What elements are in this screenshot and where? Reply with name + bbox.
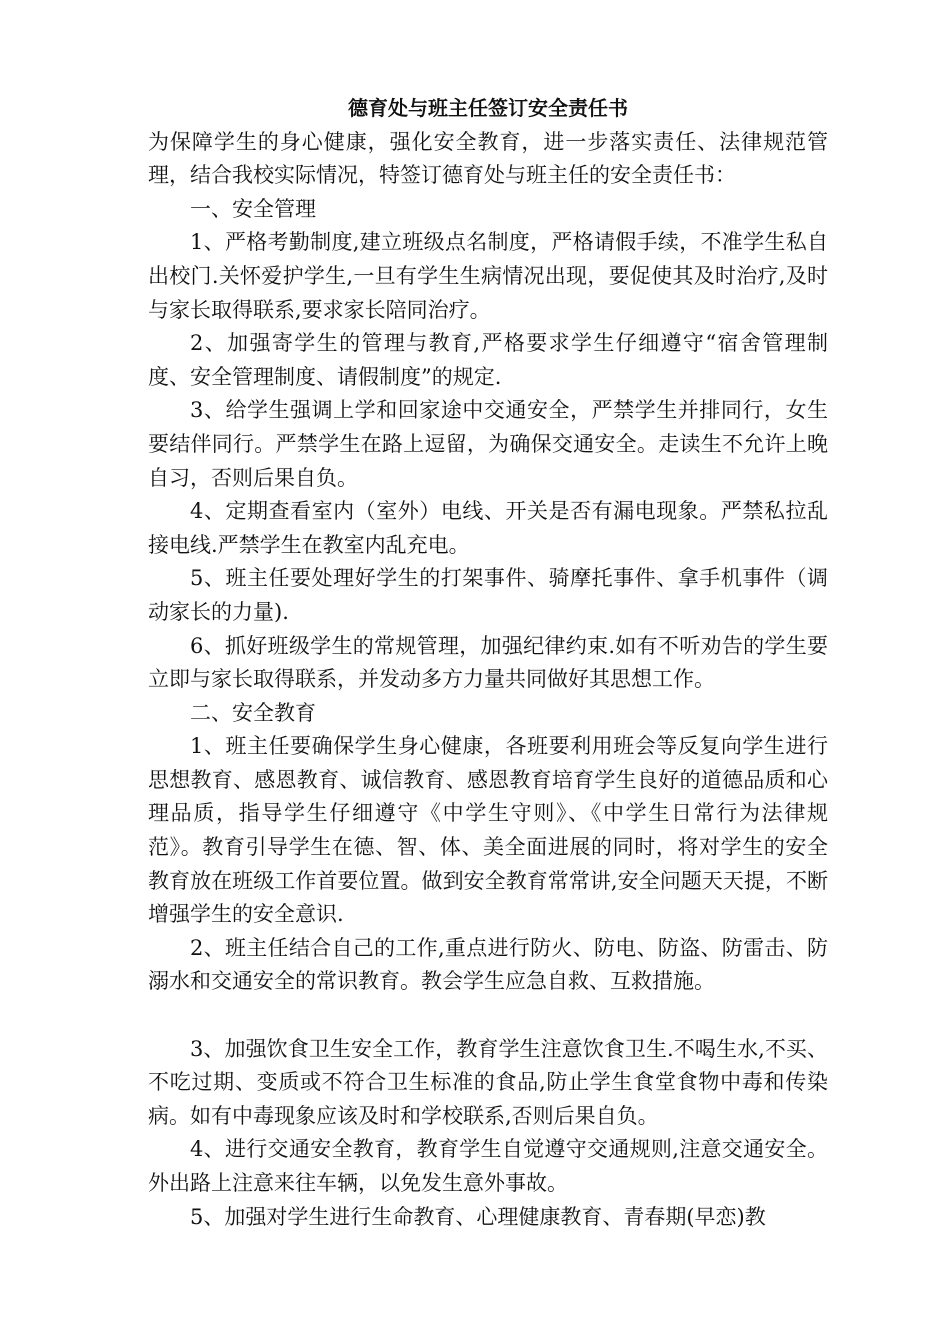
safety-management-item-6: 6、抓好班级学生的常规管理，加强纪律约束.如有不听劝告的学生要立即与家长取得联系，并发动多方力量共同做好其思想工作。 bbox=[148, 633, 828, 692]
safety-education-item-4: 4、进行交通安全教育，教育学生自觉遵守交通规则,注意交通安全。外出路上注意来往车辆，以免发生意外事故。 bbox=[148, 1137, 828, 1195]
safety-education-item-1: 1、班主任要确保学生身心健康，各班要利用班会等反复向学生进行思想教育、感恩教育、诚信教育、感恩教育培育学生良好的道德品质和心理品质，指导学生仔细遵守《中学生守则》、《中学生日常行为法律规范》。教育引导学生在德、智、体、美全面进展的同时，将对学生的安全教育放在班级工作首要位置。做到安全教育常常讲,安全问题天天提，不断增强学生的安全意识. bbox=[148, 734, 828, 927]
intro-paragraph: 为保障学生的身心健康，强化安全教育，进一步落实责任、法律规范管理，结合我校实际情况，特签订德育处与班主任的安全责任书： bbox=[148, 129, 828, 188]
section-heading-safety-education: 二、安全教育 bbox=[190, 700, 316, 725]
safety-education-item-5: 5、加强对学生进行生命教育、心理健康教育、青春期(早恋)教 bbox=[190, 1204, 766, 1229]
safety-management-item-1: 1、严格考勤制度,建立班级点名制度，严格请假手续，不准学生私自出校门.关怀爱护学生,一旦有学生生病情况出现，要促使其及时治疗,及时与家长取得联系,要求家长陪同治疗。 bbox=[148, 230, 828, 322]
safety-education-item-3: 3、加强饮食卫生安全工作，教育学生注意饮食卫生.不喝生水,不买、不吃过期、变质或不符合卫生标准的食品,防止学生食堂食物中毒和传染病。如有中毒现象应该及时和学校联系,否则后果自负。 bbox=[148, 1036, 828, 1128]
safety-management-item-5: 5、班主任要处理好学生的打架事件、骑摩托事件、拿手机事件（调动家长的力量). bbox=[148, 566, 828, 624]
safety-management-item-4: 4、定期查看室内（室外）电线、开关是否有漏电现象。严禁私拉乱接电线.严禁学生在教室内乱充电。 bbox=[148, 499, 828, 557]
document-body bbox=[148, 92, 828, 1234]
section-heading-safety-management: 一、安全管理 bbox=[190, 196, 316, 221]
document-title: 德育处与班主任签订安全责任书 bbox=[348, 96, 628, 120]
safety-education-item-2: 2、班主任结合自己的工作,重点进行防火、防电、防盗、防雷击、防溺水和交通安全的常识教育。教会学生应急自救、互救措施。 bbox=[148, 935, 828, 994]
safety-management-item-3: 3、给学生强调上学和回家途中交通安全，严禁学生并排同行，女生要结伴同行。严禁学生在路上逗留，为确保交通安全。走读生不允许上晚自习，否则后果自负。 bbox=[148, 398, 828, 490]
safety-management-item-2: 2、加强寄学生的管理与教育,严格要求学生仔细遵守“宿舍管理制度、安全管理制度、请假制度”的规定. bbox=[148, 331, 828, 389]
blank-line bbox=[148, 999, 828, 1033]
